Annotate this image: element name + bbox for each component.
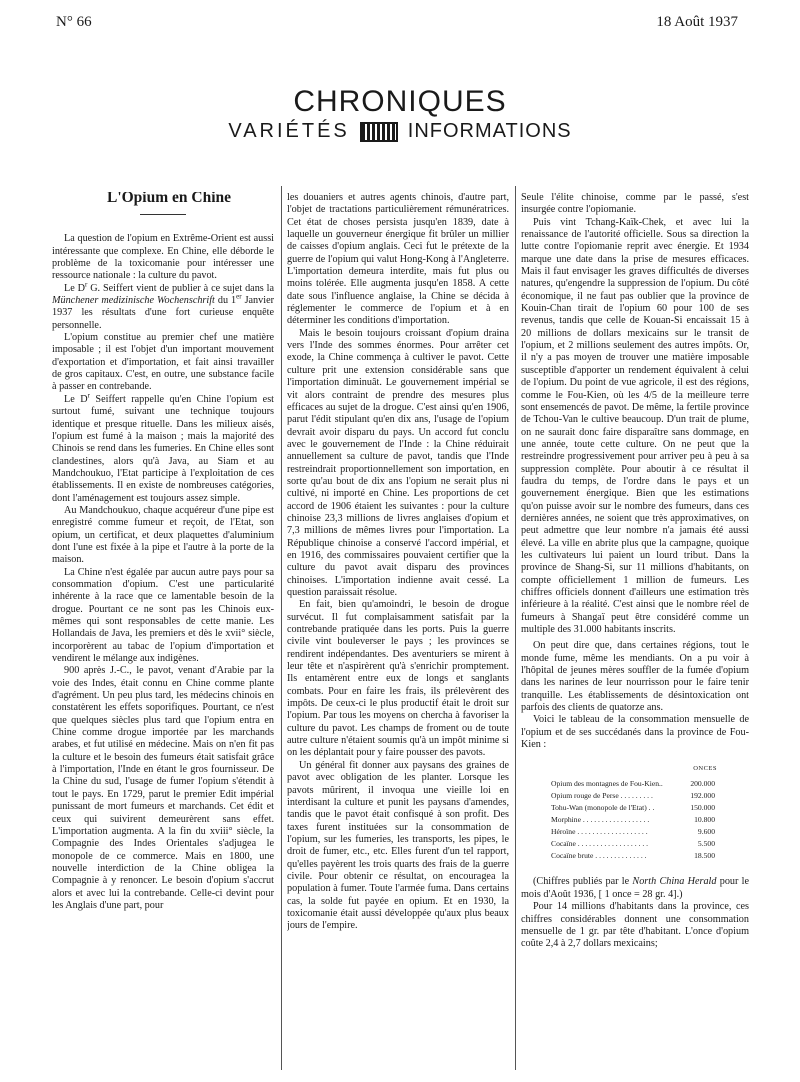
paragraph: La question de l'opium en Extrême-Orient est aussi intéressante que complexe. En Chine, elle déborde le problème de la toxicomanie pour intéresser une ressource nationale : la culture du pavot. <box>52 233 274 282</box>
text-run: Janvier 1937 les résultats d'une fort curieuse enquête personnelle. <box>52 295 274 331</box>
column-divider <box>281 186 282 1070</box>
text-run: Seiffert rappelle qu'en Chine l'opium est surtout fumé, suivant une technique toujours identique et presque rituelle. Dans les milieux aisés, l'opium est fumé à la maison ; mais la majorité des Chinois se rend dans les fumeries. En Chine elles sont clandestines, alors qu'à Java, au Siam et au Mandchoukuo, l'Etat participe à l'exploitation de ces établissements. Il en existe de nombreuses catégories, dont l'aménagement est toujours assez simple. <box>52 393 274 504</box>
title-underline <box>140 214 186 215</box>
column-divider <box>515 186 516 1070</box>
consumption-table <box>521 763 749 862</box>
banner-left-word: VARIÉTÉS <box>228 120 350 142</box>
paragraph: Au Mandchoukuo, chaque acquéreur d'une pipe est enregistré comme fumeur et reçoit, de l'Etat, son opium, un certificat, et deux plaquettes d'aluminium dont l'une est fixée à la pipe et l'autre à la porte de la maison. <box>52 504 274 566</box>
row-label: Opium rouge de Perse . . . . . . . . . <box>551 791 653 801</box>
table-row <box>521 790 749 802</box>
row-value: 10.800 <box>694 815 715 825</box>
text-run: du 1 <box>214 295 237 307</box>
paragraph <box>52 391 274 505</box>
row-label: Tohu-Wan (monopole de l'Etat) . . <box>551 803 655 813</box>
table-row <box>521 778 749 790</box>
table-row <box>521 838 749 850</box>
paragraph: Pour 14 millions d'habitants dans la province, ces chiffres considérables donnent une consommation mensuelle de 1 gr. par tête d'habitant. L'once d'opium coûte 2,4 à 2,7 dollars mexicains; <box>521 901 749 950</box>
table-row <box>521 802 749 814</box>
row-label: Cocaïne . . . . . . . . . . . . . . . . . . . <box>551 839 649 849</box>
column-2 <box>287 192 509 1074</box>
paragraph: Un général fit donner aux paysans des graines de pavot avec obligation de les planter. Lorsque les pavots mûrirent, il invoqua une vieille loi en interdisant la culture et punit les paysans d'amendes, tandis que le pavot était confisqué à son profit. Des taxes furent instituées sur la consommation de l'opium, sur les fumeries, les transports, les pipes, le droit de fumer, etc., etc. Elles furent d'un tel rapport, qu'elles payèrent les trois quarts des frais de la guerre civile. Pour obtenir ce résultat, on encouragea la population à fumer. Toute l'armée fuma. Dans certains cas, la solde fut payée en opium. Et en 1930, la toxicomanie était aussi développée qu'aux plus beaux jours de l'empire. <box>287 759 509 932</box>
banner-subtitle <box>0 120 800 143</box>
issue-date: 18 Août 1937 <box>656 14 738 30</box>
row-value: 9.600 <box>697 827 715 837</box>
row-value: 5.500 <box>697 839 715 849</box>
paragraph: La Chine n'est égalée par aucun autre pays pour sa consommation d'opium. C'est une particularité inhérente à la race que ce lamentable besoin de la drogue. Pourtant ce ne sont pas les Chinois eux-mêmes qui sont responsables de cette manie. Les Hollandais de Java, les premiers et dès le xvii° siècle, incorporèrent au tabac de l'opium d'importation et vendirent le mélange aux indigènes. <box>52 566 274 665</box>
superscript: er <box>236 292 242 301</box>
banner-title: CHRONIQUES <box>293 85 507 118</box>
paragraph <box>521 876 749 901</box>
paragraph: On peut dire que, dans certaines régions, tout le monde fume, même les mendiants. On a pu voir à l'hôpital de jeunes mères souffler de la fumée d'opium dans les narines de leur nourrisson pour le faire tenir tranquille. Les établissements de désintoxication ont parfois des clients de quatorze ans. <box>521 640 749 714</box>
paragraph: Seule l'élite chinoise, comme par le passé, s'est insurgée contre l'opiomanie. <box>521 192 749 216</box>
journal-name: Münchener medizinische Wochenschrift <box>52 295 215 307</box>
superscript: r <box>84 280 88 289</box>
row-label: Opium des montagnes de Fou-Kien.. <box>551 779 663 789</box>
banner-emblem-icon <box>360 122 398 142</box>
paragraph: 900 après J.-C., le pavot, venant d'Arabie par la voie des Indes, était connu en Chine comme plante d'agrément. Un peu plus tard, les médecins chinois en constatèrent les effets soporifiques. Pourtant, ce n'est que quelques siècles plus tard que l'opium entra en Chine comme drogue importée par les marchands arabes, et fut utilisé en médecine. Mais on n'en fit pas la culture et le besoin des fumeurs était satisfait grâce à l'importation, l'Inde en étant le gros fournisseur. De la Chine du sud, l'usage de fumer l'opium s'étendit à tout le pays. En 1729, parut le premier Edit impérial punissant de mort fumeurs et marchands. Cet édit et ceux qui suivirent demeurèrent sans effet. L'importation augmenta. A la fin du xviii° siècle, la Compagnie des Indes Orientales s'adjugea le monopole de ce commerce. Mais en 1800, une nouvelle interdiction de la Chine obligea la Compagnie à y renoncer. Le besoin d'opium s'accrut alors et avec lui la contrebande. Celle-ci devint pour les Anglais d'une part, pour <box>52 665 274 911</box>
table-row <box>521 826 749 838</box>
row-label: Cocaïne brute . . . . . . . . . . . . . . <box>551 851 647 861</box>
table-header-unit: ONCES <box>693 765 717 773</box>
paragraph: Mais le besoin toujours croissant d'opium draina vers l'Inde des sommes énormes. Pour arrêter cet exode, la Chine commença à cultiver le pavot. Cette culture prit une extension considérable sans que l'importation diminuât. Le gouvernement impérial se vit alors contraint de prendre des mesures plus efficaces au sujet de la drogue. C'est ainsi qu'en 1906, parut l'édit stipulant qu'en dix ans, l'usage de l'opium devrait avoir disparu du pays. Un accord fut conclu avec le gouvernement de l'Inde : la Chine réduirait annuellement sa culture de pavot, tandis que l'Inde restreindrait proportionnellement son importation, en sorte qu'au bout de dix ans l'opium ne serait plus ni cultivé, ni importé en Chine. Les proportions de cet accord de 1906 étaient les suivantes : pour la culture chinoise 23,3 millions de livres anglaises d'opium et 7,3 millions de mêmes livres pour l'importation. La République chinoise a conservé l'accord impérial, et en 1916, des commissaires pouvaient certifier que la culture du pavot avait disparu des provinces chinoises. L'importation indienne avait cessé. La question paraissait résolue. <box>287 327 509 598</box>
row-value: 18.500 <box>694 851 715 861</box>
section-banner <box>0 86 800 143</box>
banner-right-word: INFORMATIONS <box>407 120 572 142</box>
text-run: G. Seiffert vient de publier à ce sujet dans la <box>87 282 274 294</box>
paragraph: Voici le tableau de la consommation mensuelle de l'opium et de ses succédanés dans la province de Fou-Kien : <box>521 714 749 751</box>
paragraph: L'opium constitue au premier chef une matière imposable ; il est l'objet d'un important mouvement d'exportation et d'importation, et fait ainsi travailler de gros capitaux. C'est, en outre, une substance facile à passer en contrebande. <box>52 332 274 393</box>
row-value: 150.000 <box>690 803 715 813</box>
paragraph <box>52 280 274 332</box>
text-run: (Chiffres publiés par le <box>533 876 633 888</box>
page-number: N° 66 <box>56 14 92 30</box>
column-1 <box>52 192 274 1074</box>
text-run: pour le mois d'Août 1936, [ 1 once = 28 gr. 4].) <box>521 876 749 900</box>
row-value: 200.000 <box>690 779 715 789</box>
row-label: Morphine . . . . . . . . . . . . . . . . . . <box>551 815 650 825</box>
table-row <box>521 850 749 862</box>
paragraph: Puis vint Tchang-Kaïk-Chek, et avec lui la renaissance de l'autorité officielle. Sous sa direction la lutte contre l'opiomanie reprit avec énergie. Et 1934 marque une date dans la prise de mesures efficaces. Mais il faut envisager les graves difficultés de diverses natures, qu'engendre la suppression de l'opium. Du côté économique, il ne faut pas oublier que la province de Kouin-Chan tirait de l'opium 60 pour 100 de ses revenus, tandis que celle de Kouan-Si encaissait 15 à 20 millions de dollars mexicains sur le transit de l'opium, et 2 millions seulement des autres impôts. Or, il n'y a pas moyen de trouver une matière imposable susceptible d'apporter un rendement équivalent à celui de l'opium. Du point de vue agricole, il est des régions, comme le Fou-Kien, où les 4/5 de la meilleure terre sont ensemencés de pavot. De même, la fertile province de Tchou-Van le cultive beaucoup. D'un trait de plume, on ne saurait donc faire disparaître sans dommage, en une année, toute cette culture. On ne peut que la restreindre progressivement pour arriver peu à peu à sa suppression complète. Pour aboutir à ce résultat il faudra du temps, de l'ordre dans le pays et un gouvernement énergique. Bien que les estimations qu'on puisse avoir sur le nombre des fumeurs, dans ces dernières années, ne soient que très approximatives, on peut admettre que leur nombre n'a jamais été aussi élevé. La ville en abrite plus que la campagne, quoique les cultivateurs lui paient un lourd tribut. Dans la province de Shang-Si, sur 11 millions d'habitants, on compte officiellement 1 million de fumeurs. Les chiffres officiels donnent d'ailleurs une estimation très inférieure à la réalité. C'est ainsi que le nombre réel de fumeurs à Shangaï peut être considéré comme un multiple des 31.000 habitants inscrits. <box>521 216 749 636</box>
text-run: Le D <box>64 282 85 294</box>
text-run: Le D <box>64 393 88 405</box>
article-title: L'Opium en Chine <box>106 192 232 206</box>
column-3 <box>521 192 749 1074</box>
row-value: 192.000 <box>690 791 715 801</box>
table-row <box>521 814 749 826</box>
paragraph: En fait, bien qu'amoindri, le besoin de drogue survécut. Il fut complaisamment satisfait par la contrebande pratiquée dans les ports. Puis la guerre civile vint bouleverser le pays ; les provinces se rendirent indépendantes. Des aventuriers se mirent à leur tête et n'aspirèrent qu'à s'enrichir promptement. Ils entamèrent entre eux de longs et sanglants combats. Pour en faire les frais, ils prélevèrent des impôts. De ceux-ci le plus productif était le droit sur l'opium. Par tous les moyens on chercha à favoriser la culture du pavot. Les champs de froment ou de toute autre culture n'étaient soumis qu'à un impôt minime si on les déplantait pour y faire pousser des pavots. <box>287 599 509 759</box>
paragraph: les douaniers et autres agents chinois, d'autre part, l'objet de tractations particulièrement rémunératrices. Cet état de choses persista jusqu'en 1839, date à laquelle un gouverneur énergique fit brûler un millier de caisses d'opium anglais. Ceci fut le prétexte de la guerre de l'opium qui valut Hong-Kong à l'Angleterre. L'importation demeura interdite, mais fut plus ou moins tolérée. Elle augmenta jusqu'en 1858. A cette date sous l'influence anglaise, la Chine se décida à réglementer le commerce de l'opium et à en déterminer les conditions d'importation. <box>287 192 509 327</box>
source-name: North China Herald <box>632 876 717 888</box>
superscript: r <box>87 391 90 400</box>
row-label: Héroïne . . . . . . . . . . . . . . . . . . . <box>551 827 648 837</box>
